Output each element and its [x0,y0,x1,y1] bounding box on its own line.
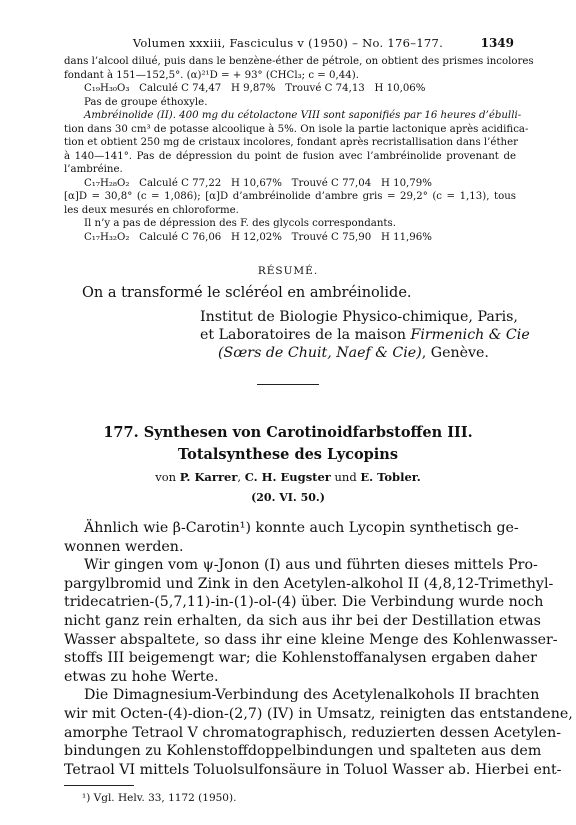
institution-text: , Genève. [421,345,489,361]
text-line: tion dans 30 cm³ de potasse alcoolique à 5%. On isole la partie lactonique après acidifica- [64,123,529,135]
institution-line-2 [200,326,530,344]
text-line: wonnen werden. [64,538,184,555]
company-name: Firmenich & Cie [410,327,530,343]
text-line: Ambréinolide (II). 400 mg du cétolactone VIII sont saponifiés par 16 heures d’ébulli- [84,110,522,121]
received-date: (20. VI. 50.) [251,491,325,504]
text-line: stoffs III beigemengt war; die Kohlenstoffanalysen ergaben daher [64,650,537,667]
page-number: 1349 [480,36,514,50]
analysis-line: C₁₇H₃₂O₂ Calculé C 76,06 H 12,02% Trouvé C 75,90 H 11,96% [84,231,432,243]
author-separator: , [237,470,245,484]
experimental-block [64,55,534,244]
text-line: fondant à 151—152,5°. (α)²¹D = + 93° (CHCl₃; c = 0,44). [64,69,359,81]
text-line: [α]D = 30,8° (c = 1,086); [α]D d’ambréinolide d’ambre gris = 29,2° (c = 1,13), tous [64,191,516,202]
body-text [64,519,573,779]
text-line: wir mit Octen-(4)-dion-(2,7) (IV) in Umsatz, reinigten das entstandene, [64,705,573,722]
institution-line-1: Institut de Biologie Physico-chimique, Paris, [200,309,518,325]
article-subtitle: Totalsynthese des Lycopins [178,446,398,463]
company-name: (Sœrs de Chuit, Naef & Cie) [218,345,422,361]
author-name: E. Tobler. [360,470,421,484]
footnote-divider [64,785,134,786]
authors-prefix: von [155,470,180,484]
text-line: tion et obtient 250 mg de cristaux incolores, fondant après recristallisation dans l’éther [64,137,519,148]
text-line: dans l’alcool dilué, puis dans le benzène-éther de pétrole, on obtient des prismes incolores [64,56,534,67]
authors-line [0,470,576,484]
footnote: ¹) Vgl. Helv. 33, 1172 (1950). [82,792,237,804]
article-title: 177. Synthesen von Carotinoidfarbstoffen III. [103,424,473,441]
text-line: Il n’y a pas de dépression des F. des glycols correspondants. [84,218,396,229]
text-line: nicht ganz rein erhalten, da sich aus ihr bei der Destillation etwas [64,612,541,629]
text-line: tridecatrien-(5,7,11)-in-(1)-ol-(4) über. Die Verbindung wurde noch [64,594,544,611]
text-line: les deux mesurés en chloroforme. [64,204,239,216]
author-name: C. H. Eugster [244,470,331,484]
section-divider [257,384,319,385]
text-line: Die Dimagnesium-Verbindung des Acetylenalkohols II brachten [84,687,540,704]
institution-text: et Laboratoires de la maison [200,327,411,343]
text-line: Wir gingen vom ψ-Jonon (I) aus und führten dieses mittels Pro- [84,557,538,574]
author-separator: und [330,470,361,484]
running-header: Volumen xxxiii, Fasciculus v (1950) – No. 176–177. [132,36,444,50]
resume-heading: RÉSUMÉ. [257,265,319,277]
text-line: l’ambréine. [64,164,123,175]
text-line: Pas de groupe éthoxyle. [84,96,208,108]
institution-line-3 [218,344,489,362]
text-line: amorphe Tetraol V chromatographisch, reduzierten dessen Acetylen- [64,724,562,741]
text-line: etwas zu hohe Werte. [64,668,219,685]
resume-text: On a transformé le scléréol en ambréinolide. [82,285,412,301]
author-name: P. Karrer [179,470,238,484]
text-line: pargylbromid und Zink in den Acetylen-alkohol II (4,8,12-Trimethyl- [64,575,554,592]
text-line: Tetraol VI mittels Toluolsulfonsäure in Toluol Wasser ab. Hierbei ent- [64,761,562,778]
text-line: à 140—141°. Pas de dépression du point de fusion avec l’ambréinolide provenant de [64,150,516,162]
text-line: Ähnlich wie β-Carotin¹) konnte auch Lycopin synthetisch ge- [84,520,519,536]
text-line: bindungen zu Kohlenstoffdoppelbindungen und spalteten aus dem [64,743,542,760]
analysis-line: C₁₉H₃₀O₃ Calculé C 74,47 H 9,87% Trouvé C 74,13 H 10,06% [84,83,426,94]
analysis-line: C₁₇H₂₈O₂ Calculé C 77,22 H 10,67% Trouvé C 77,04 H 10,79% [84,177,432,189]
text-line: Wasser abspaltete, so dass ihr eine kleine Menge des Kohlenwasser- [64,631,558,648]
